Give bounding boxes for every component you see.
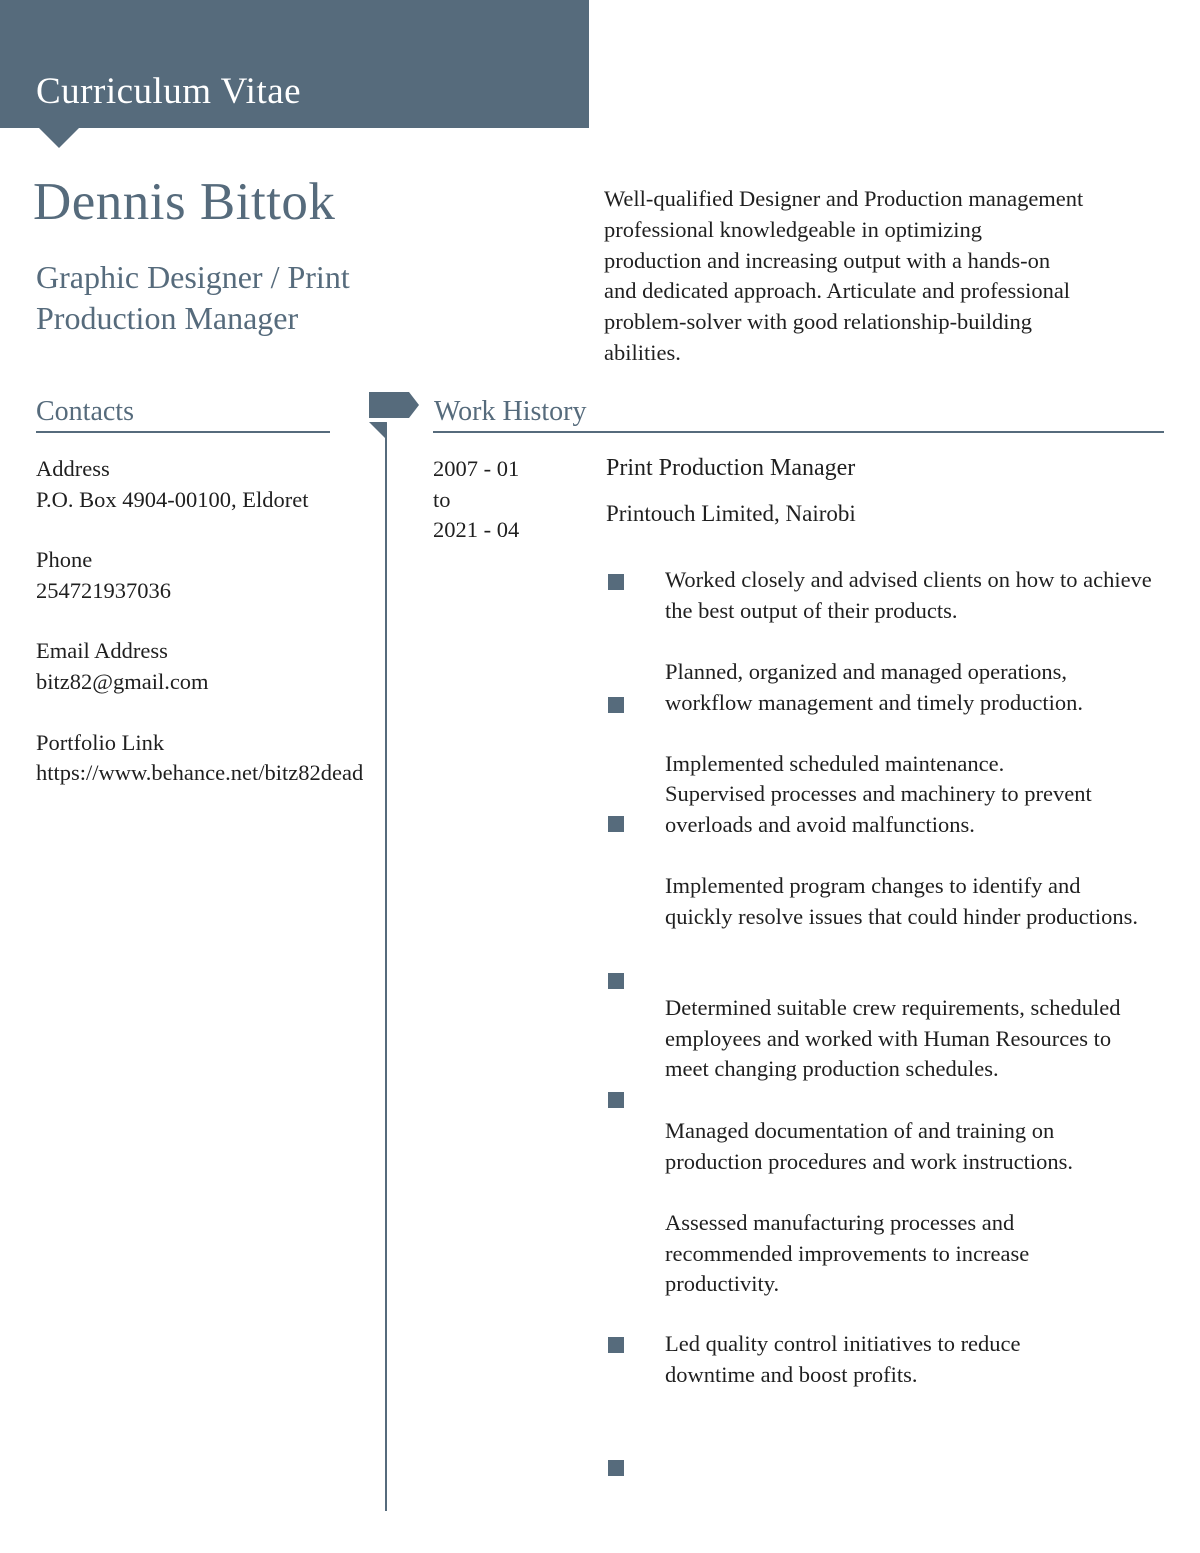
bullet-marker-icon bbox=[608, 1092, 624, 1108]
job-dates bbox=[433, 454, 519, 546]
candidate-name: Dennis Bittok bbox=[33, 173, 336, 231]
job-bullet: Assessed manufacturing processes and recommended improvements to increase productivity. bbox=[665, 1210, 1030, 1297]
contact-phone bbox=[36, 545, 366, 606]
job-bullet: Supervised processes and machinery to prevent overloads and avoid malfunctions. bbox=[665, 781, 1092, 837]
timeline-flag-icon bbox=[369, 392, 421, 438]
bullet-marker-icon bbox=[608, 1337, 624, 1353]
job-bullet: Planned, organized and managed operations, workflow management and timely production. bbox=[665, 659, 1084, 715]
contact-address bbox=[36, 454, 366, 515]
job-bullet: Led quality control initiatives to reduce downtime and boost profits. bbox=[665, 1331, 1021, 1387]
profile-summary: Well-qualified Designer and Production management professional knowledgeable in optimizing production and increasing output with a hands-on and dedicated approach. Articulate and professional problem-solver with good relationship-building abilities. bbox=[604, 186, 1084, 365]
banner-notch bbox=[39, 128, 79, 148]
bullet-marker-icon bbox=[608, 1460, 624, 1476]
address-value: P.O. Box 4904-00100, Eldoret bbox=[36, 486, 309, 512]
contact-label: Portfolio Link bbox=[36, 729, 165, 755]
contacts-heading: Contacts bbox=[36, 396, 134, 427]
job-start-date: 2007 - 01 bbox=[433, 456, 520, 481]
contact-portfolio bbox=[36, 728, 366, 789]
email-value: bitz82@gmail.com bbox=[36, 668, 209, 694]
bullet-marker-icon bbox=[608, 574, 624, 590]
contacts-rule bbox=[36, 431, 330, 433]
contact-email bbox=[36, 636, 366, 697]
job-company: Printouch Limited, Nairobi bbox=[606, 501, 856, 526]
work-history-rule bbox=[433, 431, 1164, 433]
work-history-heading: Work History bbox=[434, 396, 587, 427]
contacts-list bbox=[36, 454, 366, 819]
job-bullet: Managed documentation of and training on production procedures and work instructions. bbox=[665, 1118, 1074, 1174]
date-separator: to bbox=[433, 486, 451, 512]
phone-value: 254721937036 bbox=[36, 577, 171, 603]
bullet-marker-icon bbox=[608, 816, 624, 832]
candidate-role: Graphic Designer / Print Production Manager bbox=[36, 259, 350, 336]
job-title: Print Production Manager bbox=[606, 455, 856, 481]
contact-label: Email Address bbox=[36, 638, 168, 664]
document-title: Curriculum Vitae bbox=[36, 71, 302, 112]
job-end-date: 2021 - 04 bbox=[433, 517, 520, 543]
job-bullet: Worked closely and advised clients on how to achieve the best output of their products. bbox=[665, 567, 1152, 623]
contact-label: Address bbox=[36, 456, 110, 481]
bullet-marker-icon bbox=[608, 973, 624, 989]
job-bullet: Implemented program changes to identify and quickly resolve issues that could hinder productions. bbox=[665, 873, 1139, 929]
portfolio-value: https://www.behance.net/bitz82dead bbox=[36, 760, 364, 786]
bullet-marker-icon bbox=[608, 697, 624, 713]
contact-label: Phone bbox=[36, 547, 93, 573]
job-bullet: Determined suitable crew requirements, scheduled employees and worked with Human Resources to meet changing production schedules. bbox=[665, 995, 1121, 1082]
timeline-line bbox=[385, 423, 387, 1511]
job-bullet: Implemented scheduled maintenance. bbox=[665, 751, 1005, 776]
